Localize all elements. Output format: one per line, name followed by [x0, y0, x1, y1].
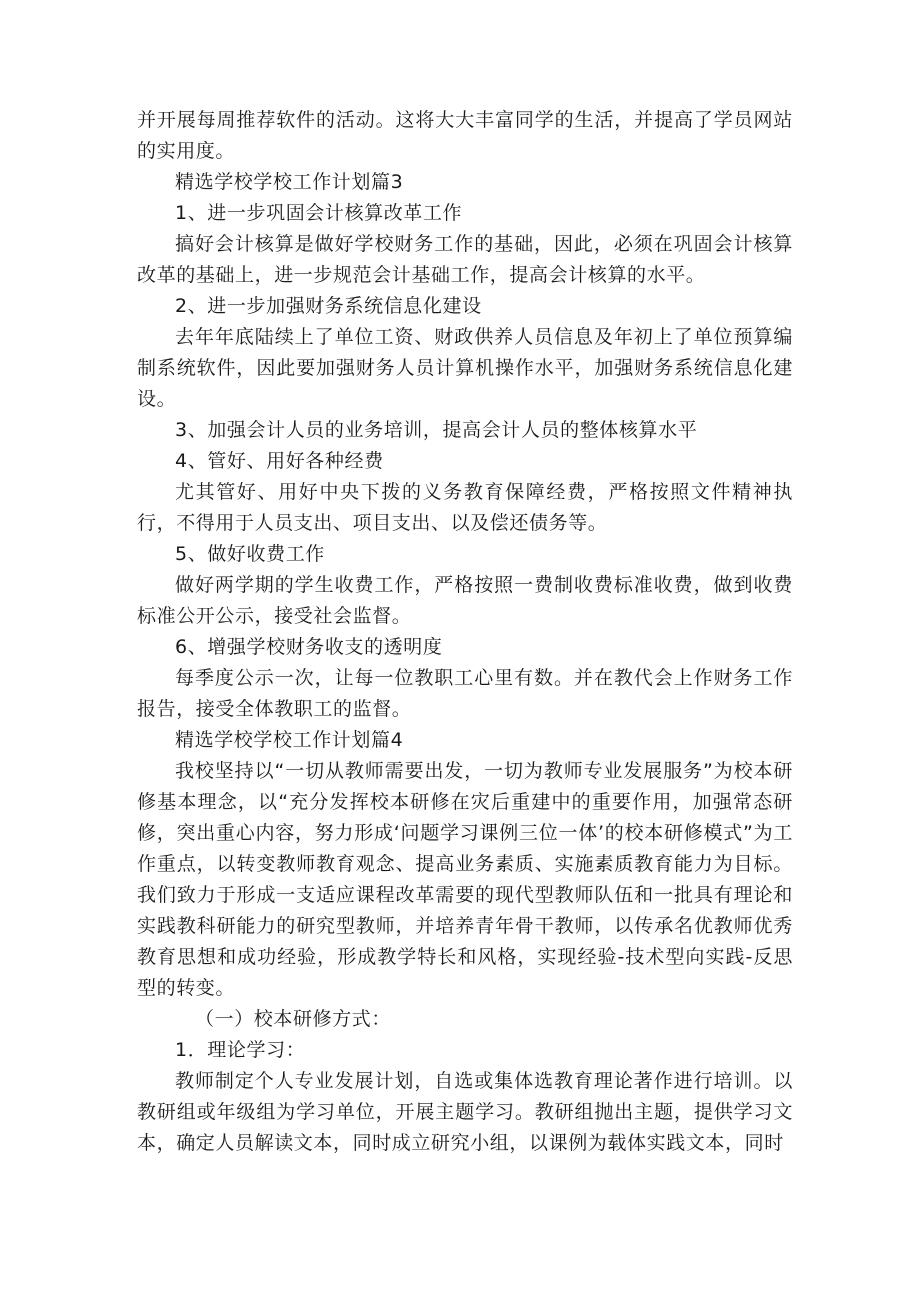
item-heading-3: 3、加强会计人员的业务培训，提高会计人员的整体核算水平: [175, 419, 698, 441]
item-heading-4: 4、管好、用好各种经费: [175, 450, 384, 472]
paragraph: 每季度公示一次，让每一位教职工心里有数。并在教代会上作财务工作报告，接受全体教职工的监督。: [137, 667, 793, 720]
item-heading-1: 1、进一步巩固会计核算改革工作: [175, 202, 463, 224]
item-heading-5: 5、做好收费工作: [175, 543, 325, 565]
paragraph: 尤其管好、用好中央下拨的义务教育保障经费，严格按照文件精神执行，不得用于人员支出、项目支出、以及偿还债务等。: [137, 481, 793, 534]
paragraph: 去年年底陆续上了单位工资、财政供养人员信息及年初上了单位预算编制系统软件，因此要加强财务人员计算机操作水平，加强财务系统信息化建设。: [137, 326, 793, 410]
section-title-4: 精选学校学校工作计划篇4: [175, 729, 404, 751]
subsection-heading: （一）校本研修方式：: [195, 1008, 392, 1030]
paragraph: 我校坚持以“一切从教师需要出发，一切为教师专业发展服务”为校本研修基本理念，以“充分发挥校本研修在灾后重建中的重要作用，加强常态研修，突出重心内容，努力形成‘问题学习课例三位一体’的校本研修模式”为工作重点，以转变教师教育观念、提高业务素质、实施素质教育能力为目标。我们致力于形成一支适应课程改革需要的现代型教师队伍和一批具有理论和实践教科研能力的研究型教师，并培养青年骨干教师，以传承名优教师优秀教育思想和成功经验，形成教学特长和风格，实现经验-技术型向实践-反思型的转变。: [137, 760, 793, 999]
paragraph-continuation: 并开展每周推荐软件的活动。这将大大丰富同学的生活，并提高了学员网站的实用度。: [137, 109, 793, 162]
item-heading-6: 6、增强学校财务收支的透明度: [175, 636, 443, 658]
paragraph: 做好两学期的学生收费工作，严格按照一费制收费标准收费，做到收费标准公开公示，接受社会监督。: [137, 574, 793, 627]
document-body: [137, 105, 793, 1159]
item-heading-2: 2、进一步加强财务系统信息化建设: [175, 295, 482, 317]
paragraph: 搞好会计核算是做好学校财务工作的基础，因此，必须在巩固会计核算改革的基础上，进一步规范会计基础工作，提高会计核算的水平。: [137, 233, 793, 286]
paragraph: 教师制定个人专业发展计划，自选或集体选教育理论著作进行培训。以教研组或年级组为学习单位，开展主题学习。教研组抛出主题，提供学习文本，确定人员解读文本，同时成立研究小组，以课例为载体实践文本，同时: [137, 1070, 793, 1154]
section-title-3: 精选学校学校工作计划篇3: [175, 171, 404, 193]
list-item-heading: 1．理论学习：: [175, 1039, 306, 1061]
